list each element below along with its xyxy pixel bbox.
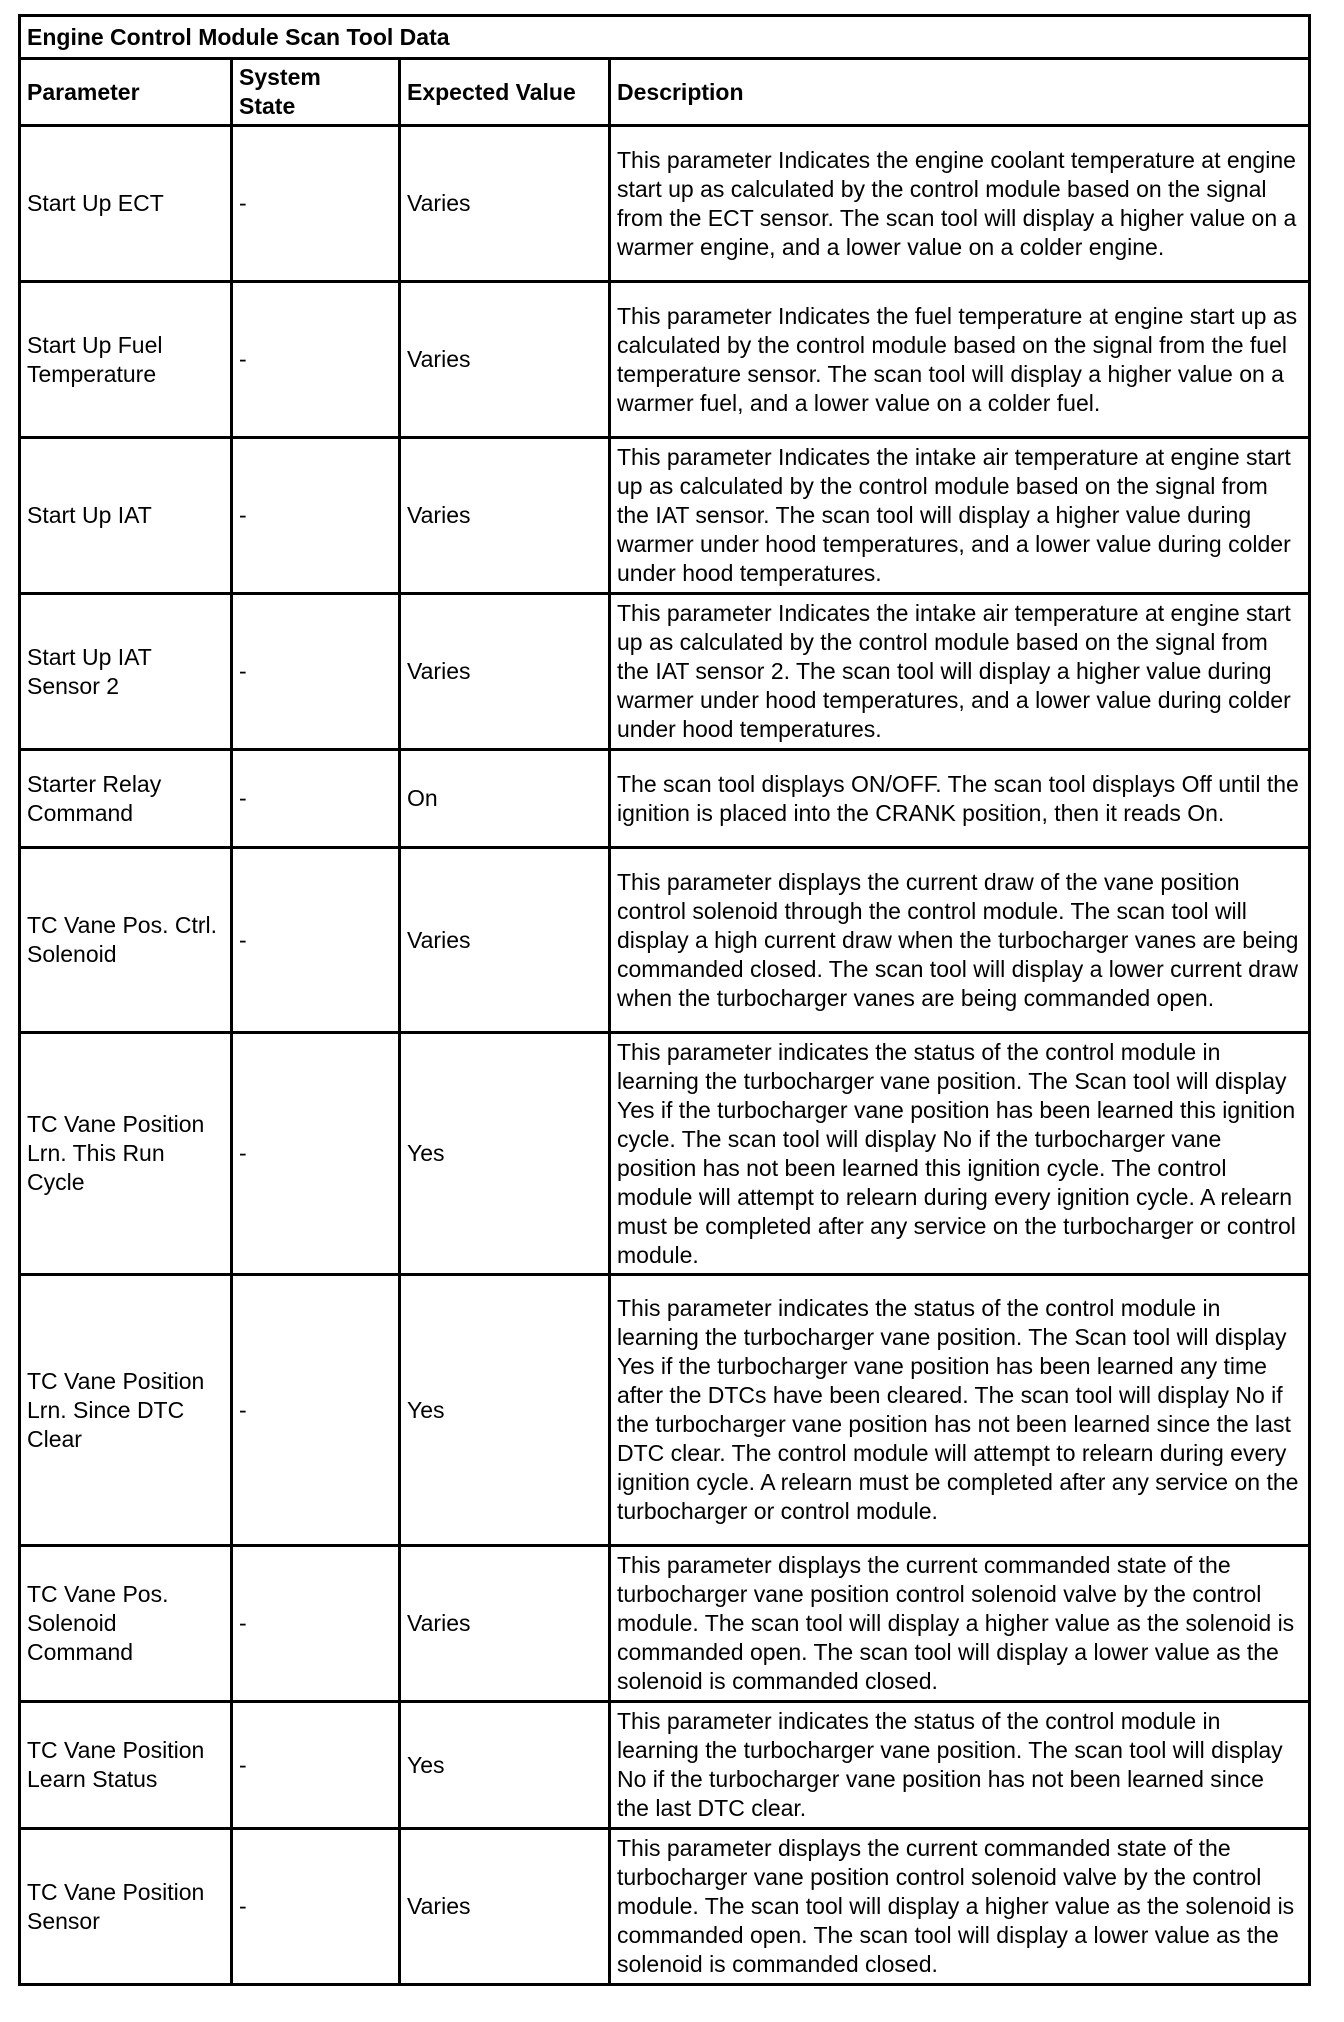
cell-expected-value: On [400, 750, 610, 848]
cell-parameter: TC Vane Position Learn Status [20, 1702, 232, 1829]
cell-description: This parameter displays the current commanded state of the turbocharger vane position control solenoid valve by the control module. The scan tool will display a higher value as the solenoid is commanded open. The scan tool will display a lower value as the solenoid is commanded closed. [610, 1829, 1310, 1985]
cell-system-state: - [232, 1275, 400, 1546]
cell-description: This parameter Indicates the fuel temperature at engine start up as calculated by the control module based on the signal from the fuel temperature sensor. The scan tool will display a higher value on a warmer fuel, and a lower value on a colder fuel. [610, 282, 1310, 438]
cell-parameter: TC Vane Pos. Solenoid Command [20, 1546, 232, 1702]
cell-parameter: TC Vane Position Lrn. This Run Cycle [20, 1033, 232, 1275]
cell-expected-value: Varies [400, 438, 610, 594]
table-row [20, 438, 1310, 594]
table-row [20, 1033, 1310, 1275]
table-row [20, 1546, 1310, 1702]
scan-tool-data-table [18, 14, 1311, 1986]
header-system-state-line1: System [239, 64, 321, 90]
cell-expected-value: Yes [400, 1702, 610, 1829]
header-description: Description [610, 59, 1310, 126]
table-row [20, 282, 1310, 438]
cell-description: The scan tool displays ON/OFF. The scan tool displays Off until the ignition is placed into the CRANK position, then it reads On. [610, 750, 1310, 848]
cell-parameter: Starter Relay Command [20, 750, 232, 848]
header-parameter: Parameter [20, 59, 232, 126]
cell-system-state: - [232, 438, 400, 594]
table-row [20, 1702, 1310, 1829]
cell-expected-value: Varies [400, 1546, 610, 1702]
table-row [20, 126, 1310, 282]
cell-description: This parameter displays the current draw of the vane position control solenoid through the control module. The scan tool will display a high current draw when the turbocharger vanes are being commanded closed. The scan tool will display a lower current draw when the turbocharger vanes are being commanded open. [610, 848, 1310, 1033]
cell-description: This parameter indicates the status of the control module in learning the turbocharger vane position. The Scan tool will display Yes if the turbocharger vane position has been learned any time after the DTCs have been cleared. The scan tool will display No if the turbocharger vane position has not been learned since the last DTC clear. The control module will attempt to relearn during every ignition cycle. A relearn must be completed after any service on the turbocharger or control module. [610, 1275, 1310, 1546]
cell-expected-value: Varies [400, 594, 610, 750]
cell-system-state: - [232, 750, 400, 848]
cell-description: This parameter displays the current commanded state of the turbocharger vane position control solenoid valve by the control module. The scan tool will display a higher value as the solenoid is commanded open. The scan tool will display a lower value as the solenoid is commanded closed. [610, 1546, 1310, 1702]
cell-system-state: - [232, 848, 400, 1033]
cell-description: This parameter indicates the status of the control module in learning the turbocharger vane position. The Scan tool will display Yes if the turbocharger vane position has been learned this ignition cycle. The scan tool will display No if the turbocharger vane position has not been learned this ignition cycle. The control module will attempt to relearn during every ignition cycle. A relearn must be completed after any service on the turbocharger or control module. [610, 1033, 1310, 1275]
column-header-row [20, 59, 1310, 126]
cell-parameter: TC Vane Position Lrn. Since DTC Clear [20, 1275, 232, 1546]
cell-system-state: - [232, 1033, 400, 1275]
cell-expected-value: Varies [400, 1829, 610, 1985]
cell-parameter: TC Vane Pos. Ctrl. Solenoid [20, 848, 232, 1033]
cell-parameter: Start Up ECT [20, 126, 232, 282]
cell-expected-value: Yes [400, 1275, 610, 1546]
cell-description: This parameter Indicates the intake air temperature at engine start up as calculated by the control module based on the signal from the IAT sensor. The scan tool will display a higher value during warmer under hood temperatures, and a lower value during colder under hood temperatures. [610, 438, 1310, 594]
cell-system-state: - [232, 594, 400, 750]
cell-expected-value: Varies [400, 282, 610, 438]
cell-system-state: - [232, 1546, 400, 1702]
cell-description: This parameter Indicates the engine coolant temperature at engine start up as calculated by the control module based on the signal from the ECT sensor. The scan tool will display a higher value on a warmer engine, and a lower value on a colder engine. [610, 126, 1310, 282]
table-row [20, 594, 1310, 750]
table-row [20, 1829, 1310, 1985]
cell-expected-value: Yes [400, 1033, 610, 1275]
cell-system-state: - [232, 1829, 400, 1985]
cell-expected-value: Varies [400, 848, 610, 1033]
cell-parameter: Start Up IAT [20, 438, 232, 594]
cell-parameter: Start Up IAT Sensor 2 [20, 594, 232, 750]
header-expected-value: Expected Value [400, 59, 610, 126]
cell-system-state: - [232, 1702, 400, 1829]
table-title-row [20, 16, 1310, 59]
cell-expected-value: Varies [400, 126, 610, 282]
table-row [20, 750, 1310, 848]
cell-system-state: - [232, 126, 400, 282]
table-title: Engine Control Module Scan Tool Data [20, 16, 1310, 59]
cell-system-state: - [232, 282, 400, 438]
cell-parameter: Start Up Fuel Temperature [20, 282, 232, 438]
header-system-state [232, 59, 400, 126]
cell-parameter: TC Vane Position Sensor [20, 1829, 232, 1985]
cell-description: This parameter indicates the status of the control module in learning the turbocharger vane position. The scan tool will display No if the turbocharger vane position has not been learned since the last DTC clear. [610, 1702, 1310, 1829]
cell-description: This parameter Indicates the intake air temperature at engine start up as calculated by the control module based on the signal from the IAT sensor 2. The scan tool will display a higher value during warmer under hood temperatures, and a lower value during colder under hood temperatures. [610, 594, 1310, 750]
header-system-state-line2: State [239, 93, 296, 119]
table-row [20, 848, 1310, 1033]
table-row [20, 1275, 1310, 1546]
